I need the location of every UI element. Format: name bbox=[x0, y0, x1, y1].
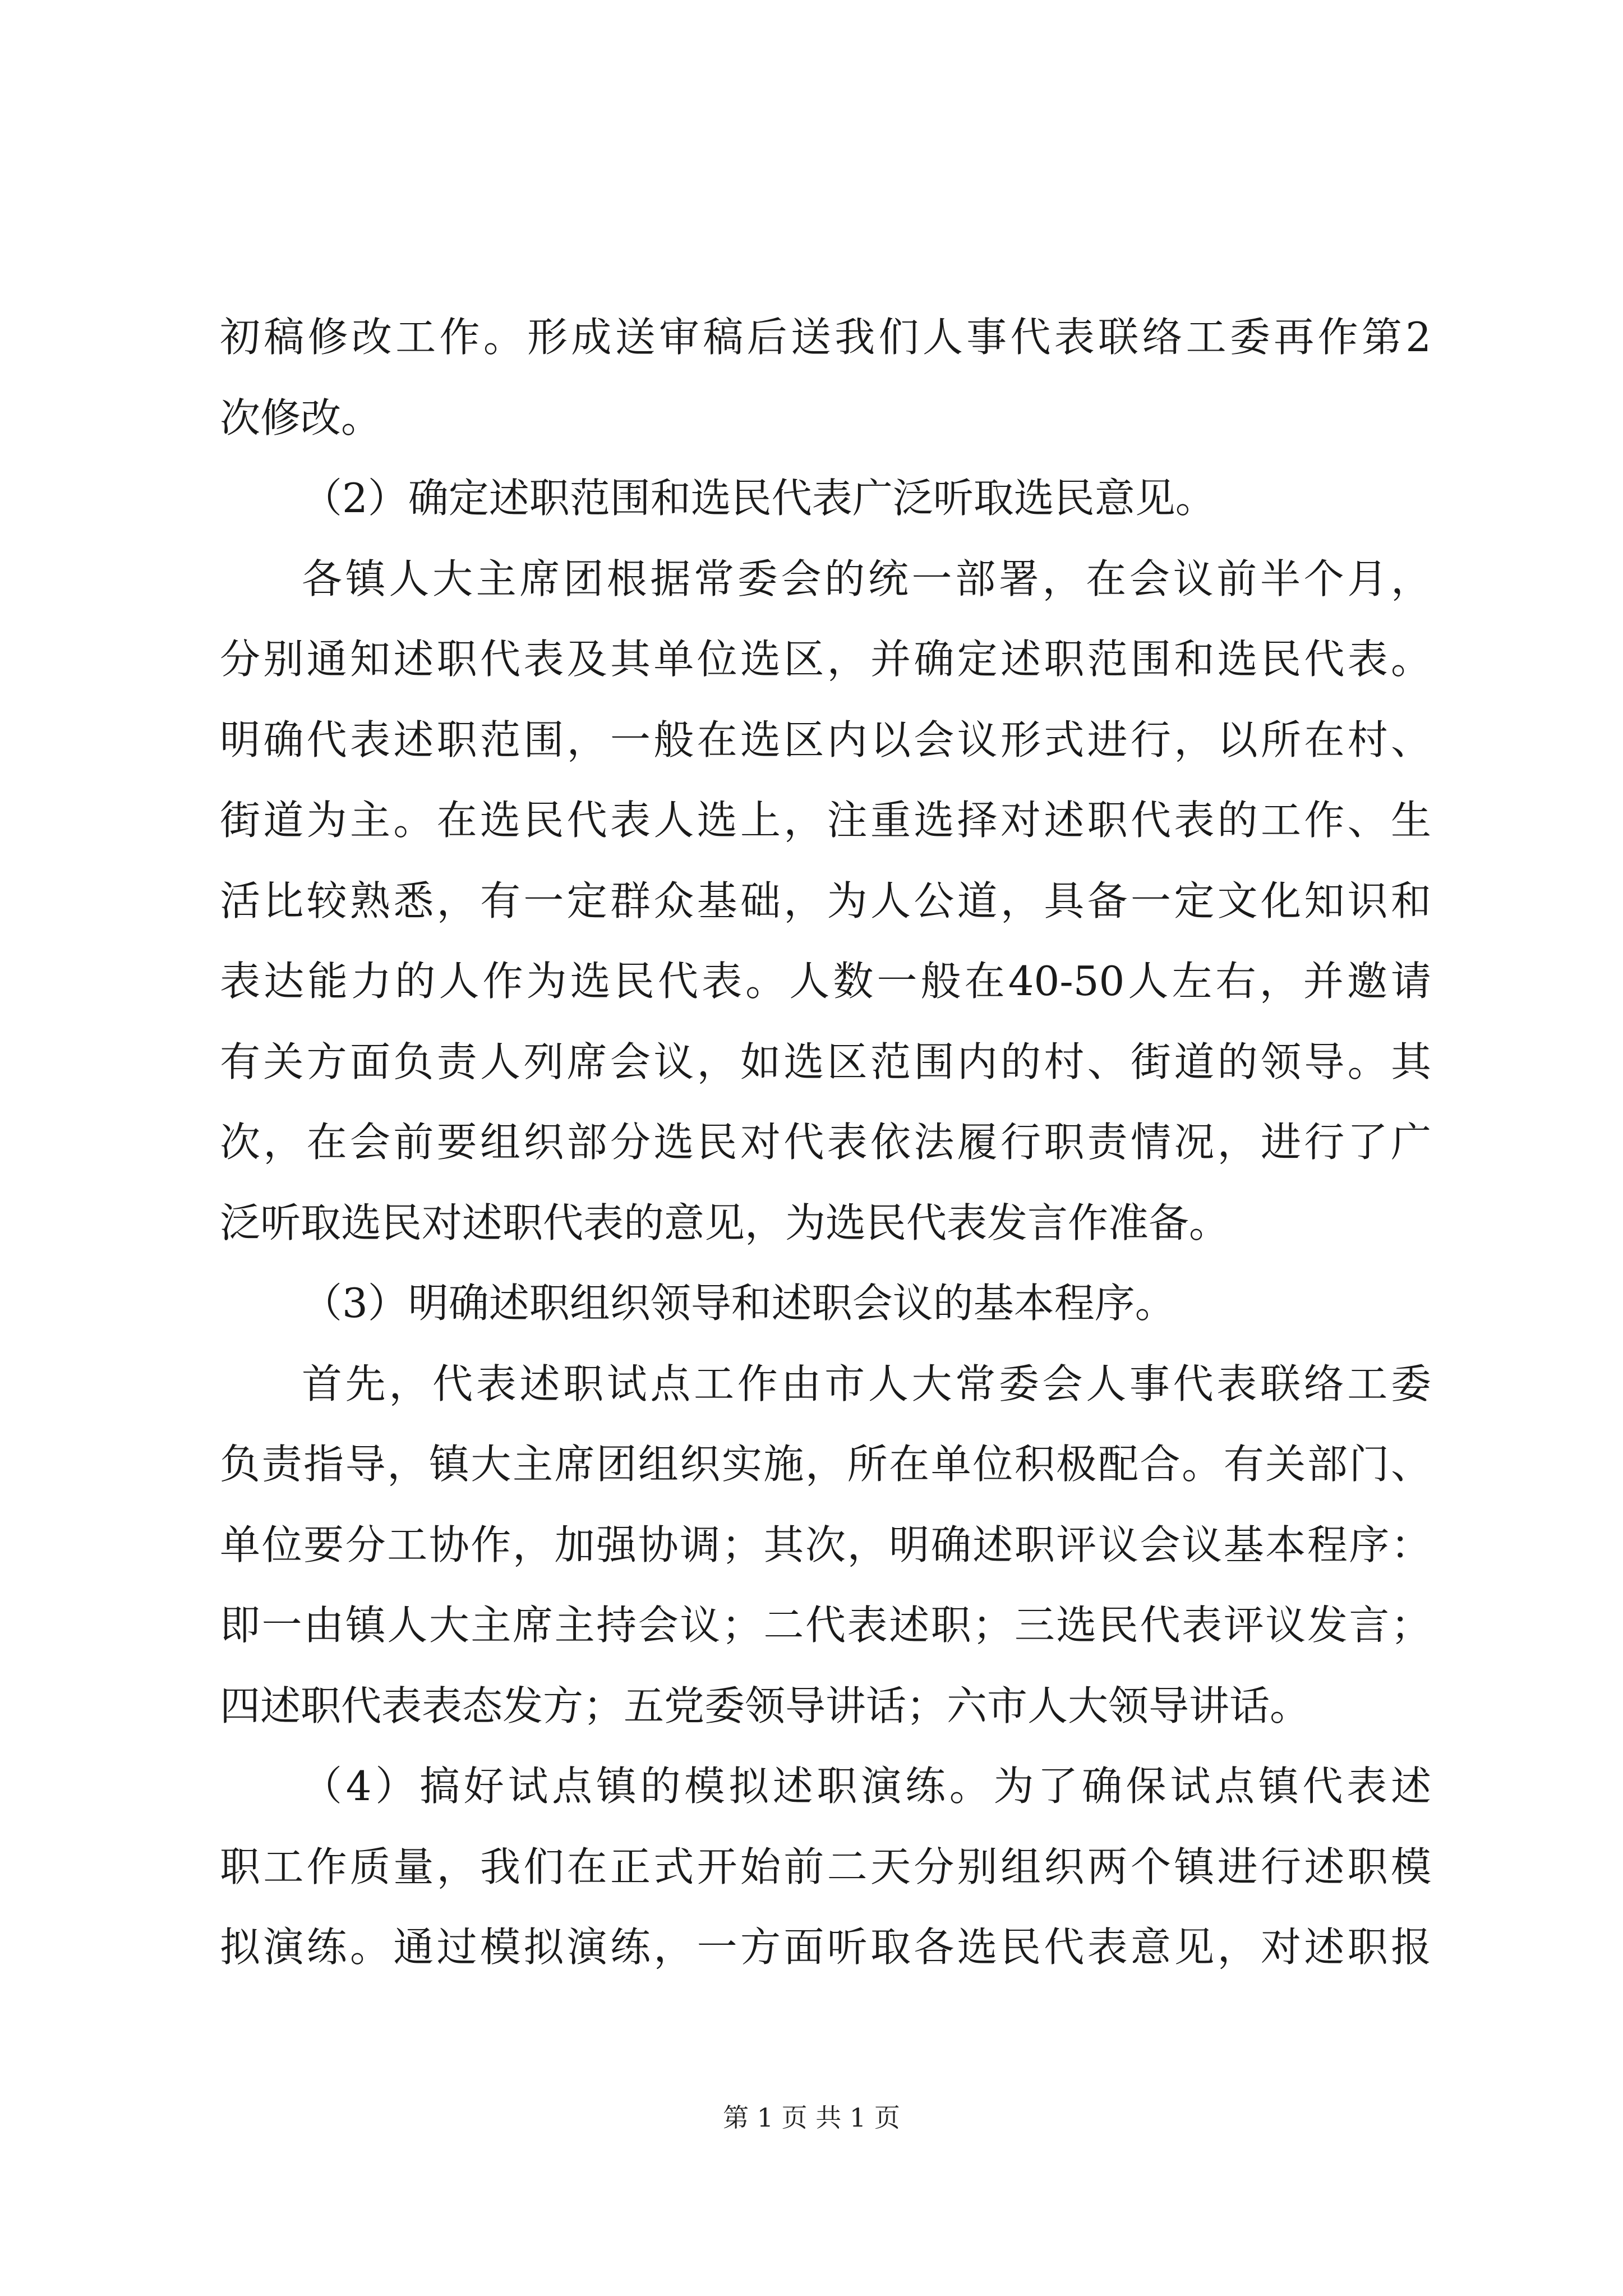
section-heading: （4）搞好试点镇的模拟述职演练。为了确保试点镇代表述 bbox=[302, 1763, 1431, 1810]
text-line: 首先，代表述职试点工作由市人大常委会人事代表联络工委 bbox=[302, 1360, 1431, 1407]
text-line: 职工作质量，我们在正式开始前二天分别组织两个镇进行述职模 bbox=[220, 1843, 1431, 1890]
section-heading: （3）明确述职组织领导和述职会议的基本程序。 bbox=[302, 1280, 1175, 1327]
text-line: 单位要分工协作，加强协调；其次，明确述职评议会议基本程序： bbox=[220, 1521, 1431, 1568]
text-line: 有关方面负责人列席会议，如选区范围内的村、街道的领导。其 bbox=[220, 1038, 1431, 1085]
text-line: 泛听取选民对述职代表的意见，为选民代表发言作准备。 bbox=[220, 1199, 1230, 1246]
text-line: 表达能力的人作为选民代表。人数一般在40-50人左右，并邀请 bbox=[220, 958, 1431, 1005]
text-line: 分别通知述职代表及其单位选区，并确定述职范围和选民代表。 bbox=[220, 636, 1431, 683]
text-line: 四述职代表表态发方；五党委领导讲话；六市人大领导讲话。 bbox=[220, 1682, 1311, 1729]
text-line: 即一由镇人大主席主持会议；二代表述职；三选民代表评议发言； bbox=[220, 1602, 1431, 1649]
document-body bbox=[220, 297, 1431, 1988]
text-line: 街道为主。在选民代表人选上，注重选择对述职代表的工作、生 bbox=[220, 797, 1431, 844]
text-line: 活比较熟悉，有一定群众基础，为人公道，具备一定文化知识和 bbox=[220, 877, 1431, 924]
page-footer bbox=[0, 2101, 1623, 2134]
text-line: 负责指导，镇大主席团组织实施，所在单位积极配合。有关部门、 bbox=[220, 1441, 1431, 1488]
text-line: 初稿修改工作。形成送审稿后送我们人事代表联络工委再作第2 bbox=[220, 314, 1431, 361]
text-line: 明确代表述职范围，一般在选区内以会议形式进行，以所在村、 bbox=[220, 716, 1431, 763]
text-line: 各镇人大主席团根据常委会的统一部署，在会议前半个月， bbox=[302, 555, 1431, 602]
text-line: 次修改。 bbox=[220, 394, 382, 441]
text-line: 次，在会前要组织部分选民对代表依法履行职责情况，进行了广 bbox=[220, 1119, 1431, 1166]
page-number-label: 第 1 页 共 1 页 bbox=[723, 2102, 900, 2133]
text-line: 拟演练。通过模拟演练，一方面听取各选民代表意见，对述职报 bbox=[220, 1924, 1431, 1971]
section-heading: （2）确定述职范围和选民代表广泛听取选民意见。 bbox=[302, 475, 1216, 522]
